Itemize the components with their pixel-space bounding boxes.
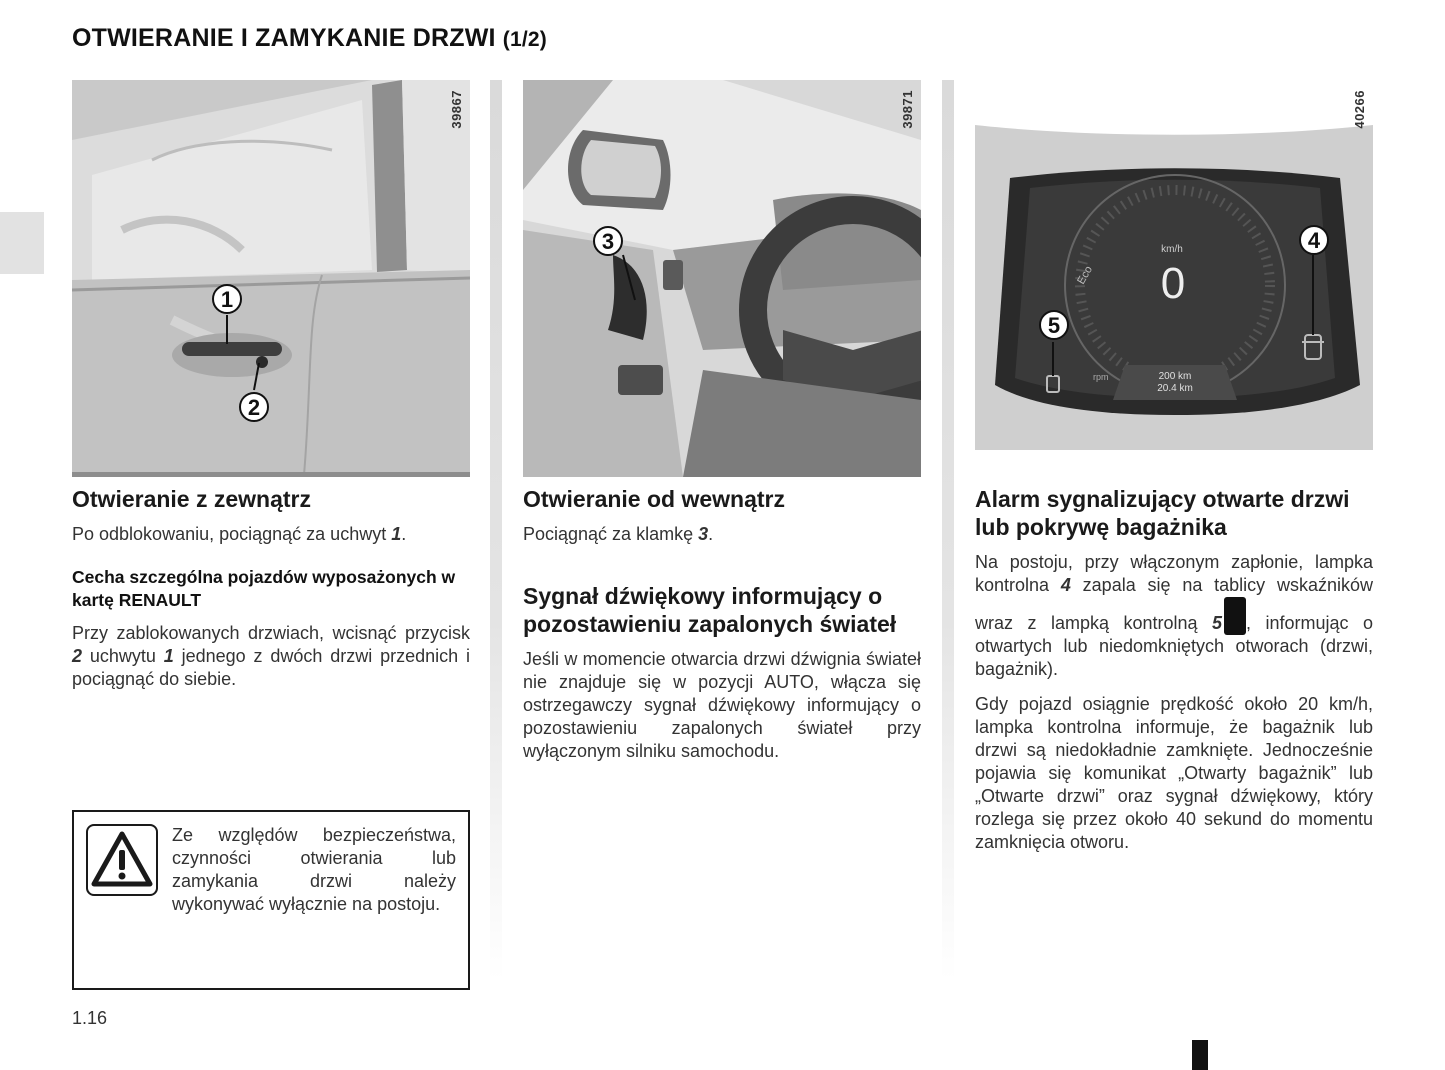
figure-number: 40266 bbox=[1352, 90, 1367, 129]
heading-alarm: Alarm sygnalizujący otwarte drzwi lub pokrywę bagażnika bbox=[975, 486, 1350, 540]
callout-2: 2 bbox=[239, 392, 269, 422]
figure-interior bbox=[523, 80, 921, 477]
page-title bbox=[72, 24, 547, 53]
warning-text: Ze względów bezpieczeństwa, czynności otwierania lub zamykania drzwi należy wykonywać wyłącznie na postoju. bbox=[172, 825, 456, 914]
door-handle-illustration bbox=[72, 80, 470, 477]
column-separator bbox=[490, 80, 502, 980]
interior-illustration bbox=[523, 80, 921, 477]
column-alarm bbox=[975, 80, 1373, 854]
heading-lights-signal: Sygnał dźwiękowy informujący o pozostawieniu zapalonych świateł bbox=[523, 583, 897, 637]
column-separator bbox=[942, 80, 954, 980]
callout-4: 4 bbox=[1299, 225, 1329, 255]
text-alarm-2: Gdy pojazd osiągnie prędkość około 20 km/h, lampka kontrolna informuje, że bagażnik lub drzwi są niedokładnie zamknięte. Jednocześnie pojawia się komunikat „Otwarty bagażnik” lub „Otwarte drzwi” oraz sygnał dźwiękowy, który rozlega się przez około 40 sekund do momentu zamknięcia otworu. bbox=[975, 694, 1373, 852]
figure-number: 39871 bbox=[900, 90, 915, 129]
text-exterior: Po odblokowaniu, pociągnąć za uchwyt 1. bbox=[72, 524, 407, 544]
eco-label: Eco bbox=[1075, 264, 1096, 287]
title-part: (1/2) bbox=[502, 28, 547, 51]
text-renault-card: Przy zablokowanych drzwiach, wcisnąć przycisk 2 uchwytu 1 jednego z dwóch drzwi przednich i pociągnąć do siebie. bbox=[72, 623, 470, 689]
instrument-cluster-illustration bbox=[975, 80, 1373, 477]
text-interior: Pociągnąć za klamkę 3. bbox=[523, 524, 714, 544]
figure-number: 39867 bbox=[449, 90, 464, 129]
column-interior bbox=[523, 80, 921, 763]
speed-value: 0 bbox=[1160, 259, 1186, 308]
figure-door-handle bbox=[72, 80, 470, 477]
trip-meter: 20.4 km bbox=[1157, 383, 1193, 394]
column-exterior bbox=[72, 80, 470, 691]
figure-instrument-cluster bbox=[975, 80, 1373, 477]
callout-1: 1 bbox=[212, 284, 242, 314]
title-text: OTWIERANIE I ZAMYKANIE DRZWI bbox=[72, 24, 496, 52]
warning-triangle-icon bbox=[86, 824, 158, 896]
doors-open-lamp-icon bbox=[1224, 597, 1246, 635]
heading-renault-card: Cecha szczególna pojazdów wyposażonych w kartę RENAULT bbox=[72, 567, 456, 610]
callout-5: 5 bbox=[1039, 310, 1069, 340]
text-alarm-1: Na postoju, przy włączonym zapłonie, lampka kontrolna 4 zapala się na tablicy wskaźników wraz z lampką kontrolną 5 , informując o otwartych lub niedomkniętych otworach (drzwi, bagażnik). bbox=[975, 552, 1373, 679]
safety-warning-box bbox=[72, 810, 470, 990]
page-number: 1.16 bbox=[72, 1008, 108, 1028]
rpm-label: rpm bbox=[1093, 372, 1109, 382]
callout-3: 3 bbox=[593, 226, 623, 256]
speed-unit: km/h bbox=[1161, 244, 1183, 255]
chapter-tab bbox=[0, 212, 44, 274]
odometer: 200 km bbox=[1158, 371, 1192, 382]
heading-exterior: Otwieranie z zewnątrz bbox=[72, 486, 312, 512]
page-edge-marker bbox=[1192, 1040, 1208, 1070]
heading-interior: Otwieranie od wewnątrz bbox=[523, 486, 785, 512]
text-lights-signal: Jeśli w momencie otwarcia drzwi dźwignia świateł nie znajduje się w pozycji AUTO, włącza się ostrzegawczy sygnał dźwiękowy informujący o pozostawieniu zapalonych świateł przy wyłączonym silniku samochodu. bbox=[523, 649, 921, 761]
